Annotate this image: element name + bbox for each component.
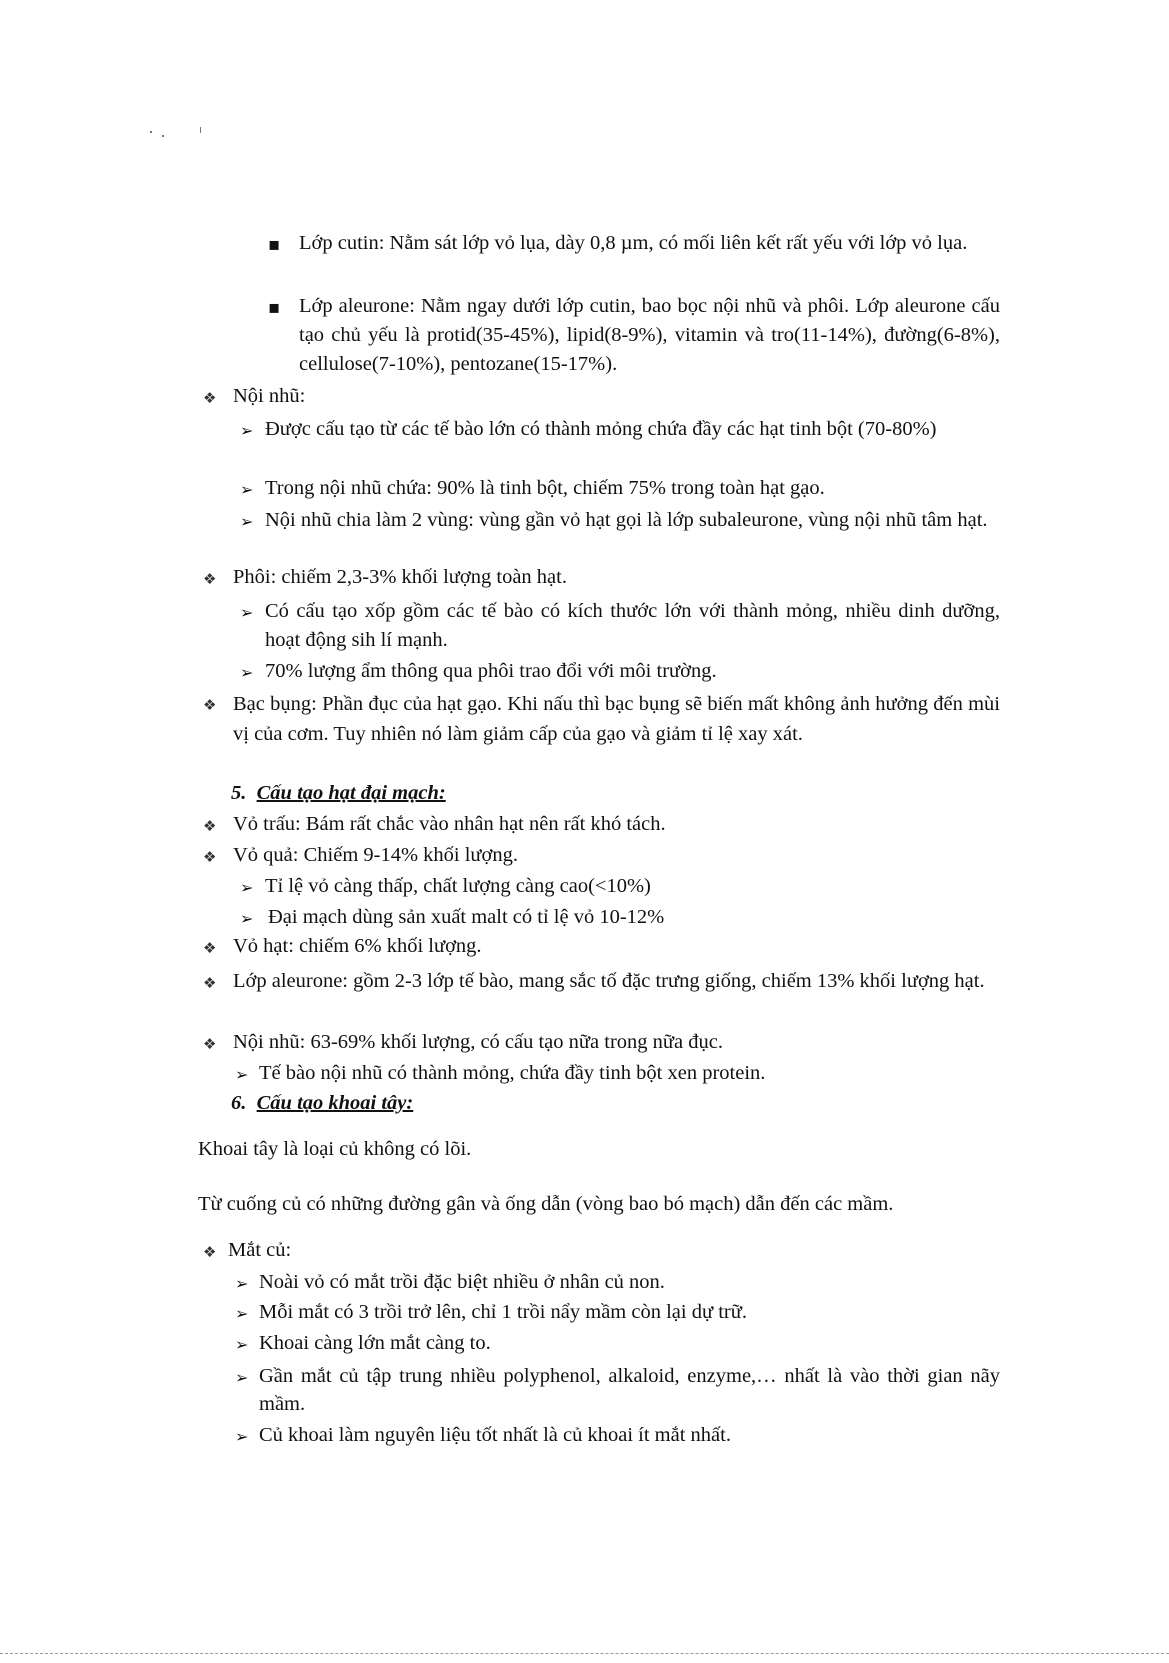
diamond-bullet-icon <box>203 932 216 963</box>
list-item: Khoai càng lớn mắt càng to. <box>259 1332 491 1354</box>
list-item: Nội nhũ chia làm 2 vùng: vùng gần vỏ hạt gọi là lớp subaleurone, vùng nội nhũ tâm hạt. <box>265 509 988 531</box>
list-item: Được cấu tạo từ các tế bào lớn có thành mỏng chứa đầy các hạt tinh bột (70-80%) <box>265 418 937 440</box>
diamond-bullet-icon <box>203 689 216 720</box>
diamond-bullet-icon <box>203 967 216 998</box>
list-item: Noài vỏ có mắt trồi đặc biệt nhiều ở nhân củ non. <box>259 1271 665 1293</box>
list-item: Nội nhũ: 63-69% khối lượng, có cấu tạo nữa trong nữa đục. <box>233 1031 723 1053</box>
list-item: Củ khoai làm nguyên liệu tốt nhất là củ khoai ít mắt nhất. <box>259 1424 731 1446</box>
arrow-bullet-icon <box>235 1329 248 1359</box>
list-item-bac-bung: Bạc bụng: Phần đục của hạt gạo. Khi nấu thì bạc bụng sẽ biến mất không ảnh hưởng đến mùi vị của cơm. Tuy nhiên nó làm giảm cấp của gạo và giảm tỉ lệ xay xát. <box>233 693 1000 745</box>
arrow-bullet-icon <box>240 506 253 536</box>
list-item-mat-cu: Mắt củ: <box>228 1239 292 1261</box>
arrow-bullet-icon <box>235 1298 248 1328</box>
section-heading-6 <box>231 1089 413 1118</box>
list-item-phoi: Phôi: chiếm 2,3-3% khối lượng toàn hạt. <box>233 566 567 588</box>
square-bullet-icon <box>268 229 280 259</box>
list-item-noi-nhu: Nội nhũ: <box>233 385 306 407</box>
paragraph: Từ cuống củ có những đường gân và ống dẫn (vòng bao bó mạch) dẫn đến các mầm. <box>198 1193 894 1215</box>
arrow-bullet-icon <box>240 597 253 627</box>
arrow-bullet-icon <box>240 903 253 933</box>
list-item: Mỗi mắt có 3 trồi trở lên, chỉ 1 trồi nẩy mầm còn lại dự trữ. <box>259 1301 747 1323</box>
list-item: Trong nội nhũ chứa: 90% là tinh bột, chiếm 75% trong toàn hạt gạo. <box>265 477 825 499</box>
scan-speck <box>162 135 164 137</box>
page-bottom-edge <box>0 1653 1169 1654</box>
section-number: 5. <box>231 782 247 804</box>
arrow-bullet-icon <box>235 1421 248 1451</box>
arrow-bullet-icon <box>235 1362 248 1392</box>
section-title: Cấu tạo khoai tây: <box>256 1092 414 1114</box>
diamond-bullet-icon <box>203 810 216 841</box>
list-item: Tế bào nội nhũ có thành mỏng, chứa đầy tinh bột xen protein. <box>259 1062 766 1084</box>
list-item: Vỏ quả: Chiếm 9-14% khối lượng. <box>233 844 519 866</box>
diamond-bullet-icon <box>203 841 216 872</box>
list-item: Vỏ trấu: Bám rất chắc vào nhân hạt nên rất khó tách. <box>233 813 666 835</box>
diamond-bullet-icon <box>203 563 216 594</box>
list-item: Đại mạch dùng sản xuất malt có tỉ lệ vỏ 10-12% <box>268 906 665 928</box>
square-bullet-icon <box>268 292 280 322</box>
section-number: 6. <box>231 1092 247 1114</box>
arrow-bullet-icon <box>235 1268 248 1298</box>
arrow-bullet-icon <box>235 1059 248 1089</box>
scan-speck <box>200 127 201 133</box>
list-item: Vỏ hạt: chiếm 6% khối lượng. <box>233 935 482 957</box>
list-item: Lớp aleurone: gồm 2-3 lớp tế bào, mang sắc tố đặc trưng giống, chiếm 13% khối lượng hạt. <box>233 970 985 992</box>
section-heading-5 <box>231 779 446 808</box>
list-item-cutin: Lớp cutin: Nằm sát lớp vỏ lụa, dày 0,8 µm, có mối liên kết rất yếu với lớp vỏ lụa. <box>299 232 968 254</box>
section-title: Cấu tạo hạt đại mạch: <box>256 782 446 804</box>
arrow-bullet-icon <box>240 474 253 504</box>
list-item: Tỉ lệ vỏ càng thấp, chất lượng càng cao(<10%) <box>265 875 651 897</box>
list-item: 70% lượng ẩm thông qua phôi trao đổi với môi trường. <box>265 660 717 682</box>
paragraph: Khoai tây là loại củ không có lõi. <box>198 1138 472 1160</box>
arrow-bullet-icon <box>240 657 253 687</box>
diamond-bullet-icon <box>203 1028 216 1059</box>
list-item: Gần mắt củ tập trung nhiều polyphenol, alkaloid, enzyme,… nhất là vào thời gian nãy mầm. <box>259 1365 1000 1415</box>
list-item: Có cấu tạo xốp gồm các tế bào có kích thước lớn với thành mỏng, nhiều dinh dưỡng, hoạt động sih lí mạnh. <box>265 600 1000 651</box>
diamond-bullet-icon <box>203 1236 216 1267</box>
list-item-aleurone: Lớp aleurone: Nằm ngay dưới lớp cutin, bao bọc nội nhũ và phôi. Lớp aleurone cấu tạo chủ yếu là protid(35-45%), lipid(8-9%), vitamin và tro(11-14%), đường(6-8%), cellulose(7-10%), pentozane(15-17%). <box>299 295 1000 375</box>
scan-speck <box>150 131 152 133</box>
arrow-bullet-icon <box>240 872 253 902</box>
diamond-bullet-icon <box>203 382 216 413</box>
arrow-bullet-icon <box>240 415 253 445</box>
